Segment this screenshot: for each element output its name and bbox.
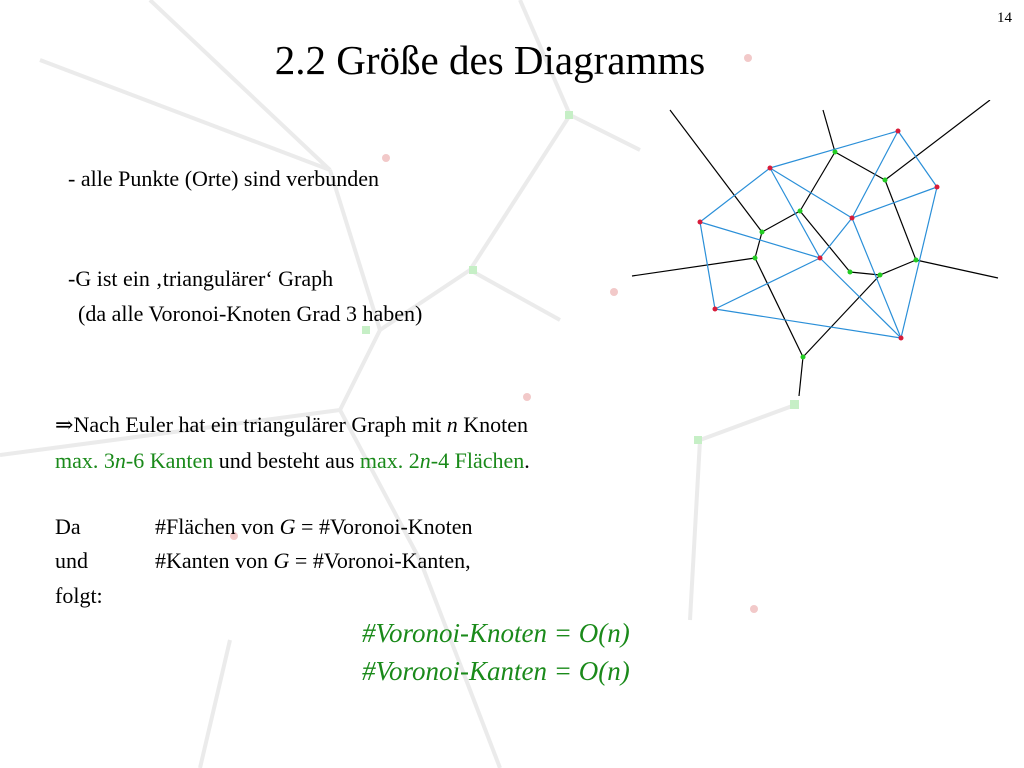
page-number: 14 [997,10,1012,26]
face-bound: max. 2n-4 Flächen [359,448,525,473]
bullet-triangular-graph: -G ist ein ‚triangulärer‘ Graph [68,266,334,291]
bullet-points-connected: - alle Punkte (Orte) sind verbunden [68,166,379,191]
euler-line-2: max. 3n-6 Kanten und besteht aus max. 2n-4 Flächen. [55,448,530,473]
implies-arrow: ⇒ [55,412,74,437]
result-vertices: #Voronoi-Knoten = O(n) [362,618,630,648]
euler-line-1: ⇒Nach Euler hat ein triangulärer Graph mit n Knoten [55,412,528,437]
derivation-row-1: Da #Flächen von G = #Voronoi-Knoten [55,514,473,539]
derivation-row-3: folgt: [55,583,103,608]
slide-title: 2.2 Größe des Diagramms [274,37,706,83]
bullet-degree-note: (da alle Voronoi-Knoten Grad 3 haben) [78,301,423,326]
edge-bound: max. 3n-6 Kanten [55,448,214,473]
voronoi-delaunay-diagram [620,100,1010,400]
derivation-row-2: und #Kanten von G = #Voronoi-Kanten, [55,548,471,573]
result-edges: #Voronoi-Kanten = O(n) [362,656,630,686]
